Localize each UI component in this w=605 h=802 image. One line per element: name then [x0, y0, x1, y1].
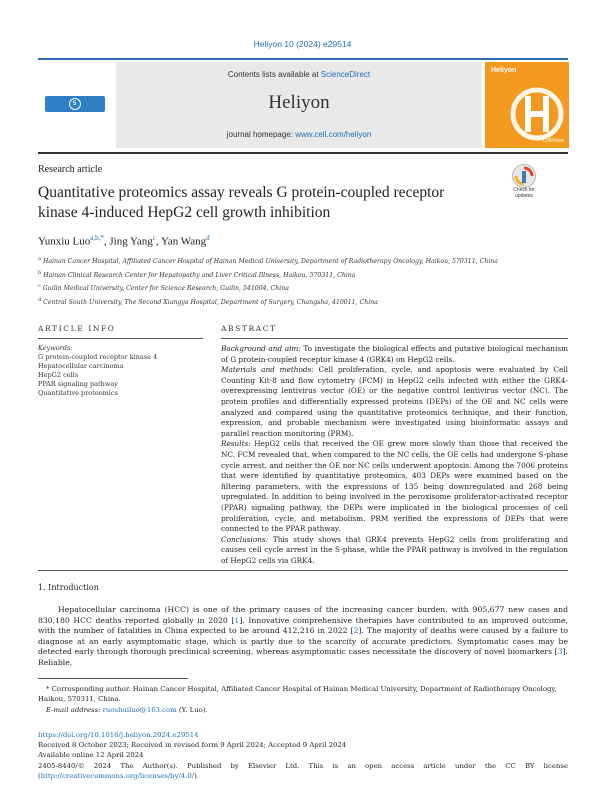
intro-text: ]. Reliable, [38, 647, 568, 667]
abstract-section-label: Results: [221, 439, 251, 449]
corresponding-line [38, 684, 568, 705]
affiliation-sup: d [38, 296, 42, 303]
introduction-body [38, 605, 568, 669]
introduction-paragraph [38, 605, 568, 669]
introduction-heading: 1. Introduction [38, 583, 99, 592]
masthead-rule [38, 152, 568, 154]
article-title [38, 183, 498, 223]
article-info-heading: ARTICLE INFO [38, 324, 116, 333]
received-dates: Received 8 October 2023; Received in revised form 9 April 2024; Accepted 9 April 2024 [38, 741, 347, 750]
intro-text: ]. The majority of deaths were caused by a failure to diagnose at an early asymptomatic stage, which is partly due to the scarcity of accurate predictors. Symptomatic cases may be detected early through thorough preclinical screening, whereas asymptomatic cases necessitate the discovery of novel biomarkers [ [38, 626, 568, 657]
abstract-section [221, 439, 568, 534]
license-url-line [38, 771, 568, 781]
abstract-section-text: Cell proliferation, cycle, and apoptosis were evaluated by Cell Counting Kit-8 and flow cytometry (FCM) in HepG2 cells infected with either the GRK4-overexpressing lentivirus vector (OE) or the negative control lentivirus vector (NC). The protein profiles and differentially expressed proteins (DEPs) of the OE and NC cells were analyzed and compared using the quantitative proteomics technique, and their function, expression, and probable mechanism were investigated using bioinformatic assays and parallel reaction monitoring (PRM). [221, 365, 568, 438]
footnote-star: * [46, 685, 50, 693]
keyword-item: PPAR signaling pathway [38, 380, 118, 388]
cellpress-wordmark: 5©CellPress [45, 114, 104, 125]
journal-citation[interactable]: Heliyon 10 (2024) e29514 [253, 39, 352, 49]
abstract-bottom-rule [38, 570, 568, 571]
affiliation-sup: a [38, 256, 41, 262]
reference-link[interactable]: 3 [557, 647, 563, 657]
footnote-rule [38, 678, 188, 679]
affiliation-sup: c [38, 283, 41, 290]
author-name[interactable]: , Jing Yang [103, 235, 153, 248]
cellpress-badge [45, 96, 105, 125]
doi-link[interactable]: https://doi.org/10.1016/j.heliyon.2024.e29514 [38, 731, 199, 739]
affiliation-sup: b [38, 269, 42, 276]
email-link[interactable]: ruoshuiluo@163.com [102, 705, 177, 714]
corresponding-footnote [38, 684, 568, 715]
abstract-section-text: This study shows that GRK4 prevents HepG2 cells from proliferating and causes cell cycle arrest in the S-phase, while the PPAR pathway is involved in the regulation of HepG2 cells via GRK4. [221, 534, 568, 565]
license-prefix: ( [38, 771, 41, 780]
homepage-prefix: journal homepage: [226, 130, 296, 139]
affiliation-item [38, 281, 498, 295]
keyword-item: HepG2 cells [38, 371, 79, 379]
author-name[interactable]: , Yan Wang [155, 235, 207, 248]
affiliation-text: Hainan Cancer Hospital, Affiliated Cancer Hospital of Hainan Medical University, Department of Radiotherapy Oncology, Haikou, 570311, China [42, 258, 498, 266]
sciencedirect-link[interactable]: ScienceDirect [320, 70, 371, 79]
abstract-section [221, 365, 568, 439]
keywords-block [38, 344, 203, 398]
abstract-section-label: Conclusions: [221, 534, 269, 544]
heliyon-h-icon [485, 62, 569, 148]
author-list [38, 234, 210, 248]
cover-publisher: CellPress [542, 138, 564, 144]
keywords-label: Keywords: [38, 344, 73, 352]
abstract-section-text: HepG2 cells that received the OE grew more slowly than those that received the NC. FCM revealed that, when compared to the NC cells, the OE cells had undergone S-phase cycle arrest, and neither the OE nor NC cells underwent apoptosis. Among the 7006 proteins that were identified by quantitative proteomics, 403 DEPs were examined based on the filtering parameters, with the expressions of 135 being downregulated and 268 being upregulated. In addition to being involved in the peroxisome proliferator-activated receptor (PPAR) signaling pathway, the DEPs were implicated in the biological processes of cell proliferation, cycle, and metabolism. PRM verified the expressions of DEPs that were connected to the PPAR pathway. [221, 439, 568, 534]
license-suffix: ). [194, 771, 199, 780]
abstract-rule [221, 338, 568, 339]
crossmark-button[interactable] [506, 164, 542, 204]
available-online: Available online 12 April 2024 [38, 751, 144, 760]
article-type: Research article [38, 164, 103, 175]
reference-link[interactable]: 1 [234, 615, 240, 625]
header-divider [38, 58, 568, 60]
journal-name: Heliyon [268, 92, 330, 113]
email-line [38, 705, 568, 715]
abstract-section-label: Background and aim: [221, 344, 301, 353]
corresponding-text: Corresponding author. Hainan Cancer Hospital, Affiliated Cancer Hospital of Hainan Medical University, Department of Radiotherapy Oncology, Haikou, 570311, China. [38, 685, 557, 704]
author-sup[interactable]: c [152, 234, 156, 242]
title-line-1: Quantitative proteomics assay reveals G protein-coupled receptor [38, 184, 445, 201]
email-suffix: (Y. Luo). [176, 705, 208, 714]
abstract-body [221, 344, 568, 566]
abstract-heading: ABSTRACT [221, 324, 277, 333]
email-label: E-mail address: [46, 705, 101, 714]
article-meta [38, 730, 568, 781]
affiliation-text: Guilin Medical University, Center for Science Research, Guilin, 541004, China [42, 285, 289, 293]
abstract-section [221, 535, 568, 567]
affiliation-item [38, 295, 498, 309]
license-link[interactable]: http://creativecommons.org/licenses/by/4.0/ [40, 771, 195, 780]
affiliation-item [38, 268, 498, 282]
cellpress-logo[interactable] [38, 62, 112, 148]
abstract-section-text: To investigate the biological effects and putative biological mechanism of G protein-coupled receptor kinase 4 (GRK4) on HepG2 cells. [221, 344, 568, 364]
crossmark-icon [512, 164, 536, 188]
keyword-item: Hepatocellular carcinoma [38, 362, 124, 370]
affiliation-text: Hainan Clinical Research Center for Hepatopathy and Liver Critical Illness, Haikou, 570311, China [43, 271, 356, 279]
reference-link[interactable]: 2 [353, 626, 359, 636]
author-sup[interactable]: d [206, 234, 210, 242]
abstract-section-label: Materials and methods: [221, 365, 314, 375]
keyword-item: G protein-coupled receptor kinase 4 [38, 353, 158, 361]
affiliation-text: Central South University, The Second Xiangya Hospital, Department of Surgery, Changsha, 410011, China [43, 298, 378, 306]
affiliation-list [38, 254, 498, 308]
contents-prefix: Contents lists available at [227, 70, 321, 79]
author-sup[interactable]: a,b,* [90, 234, 104, 242]
homepage-link[interactable]: www.cell.com/heliyon [295, 130, 372, 139]
journal-cover[interactable] [485, 62, 569, 148]
title-line-2: kinase 4-induced HepG2 cell growth inhibition [38, 204, 331, 221]
contents-line [116, 70, 482, 79]
crossmark-label: Check for updates [513, 187, 535, 199]
cover-title: Heliyon [491, 67, 517, 74]
affiliation-item [38, 254, 498, 268]
intro-text: Hepatocellular carcinoma (HCC) is one of the primary causes of the increasing cancer burden, with 905,677 new cases and 830,180 HCC deaths reported globally in 2020 [ [38, 605, 568, 625]
intro-text: ]. Innovative comprehensive therapies have contributed to an improved outcome, with the number of fatalities in China expected to be around 412,216 in 2022 [ [38, 615, 568, 636]
abstract-section [221, 344, 568, 365]
author-name[interactable]: Yunxiu Luo [38, 235, 91, 248]
keyword-item: Quantitative proteomics [38, 389, 118, 397]
cellpress-ring-icon: 5 [69, 98, 81, 110]
article-info-rule [38, 338, 203, 339]
license-line: 2405-8440/© 2024 The Author(s). Published by Elsevier Ltd. This is an open access article under the CC BY license [38, 761, 568, 770]
homepage-line [116, 130, 482, 139]
